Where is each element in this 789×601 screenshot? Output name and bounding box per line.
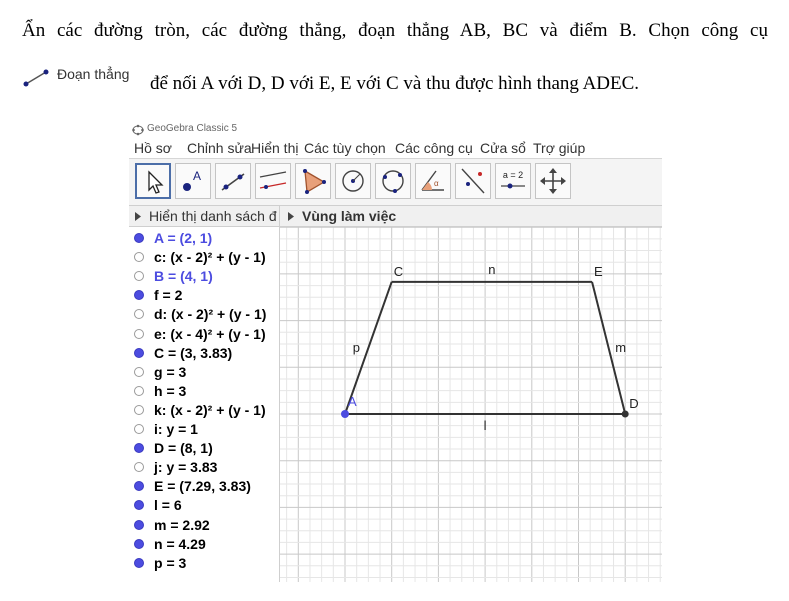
algebra-object-text: g = 3: [154, 363, 187, 380]
algebra-row[interactable]: [129, 305, 279, 324]
algebra-row[interactable]: [129, 363, 279, 382]
segment-tool-icon: [22, 64, 52, 92]
circle-three-points-icon: [376, 164, 410, 198]
graphics-canvas[interactable]: [280, 227, 662, 582]
menu-bar: [129, 138, 662, 159]
move-view-tool-button[interactable]: [535, 163, 571, 199]
algebra-row[interactable]: [129, 401, 279, 420]
instruction-line-1: Ẩn các đường tròn, các đường thẳng, đoạn thẳng AB, BC và điểm B. Chọn công cụ: [22, 20, 768, 41]
visibility-toggle[interactable]: [134, 233, 144, 243]
algebra-row[interactable]: [129, 325, 279, 344]
angle-icon: [416, 164, 450, 198]
algebra-object-text: j: y = 3.83: [154, 459, 218, 476]
algebra-row[interactable]: [129, 229, 279, 248]
graphics-view[interactable]: [280, 227, 662, 582]
algebra-row[interactable]: [129, 496, 279, 515]
segment-tool-reference: [22, 64, 147, 92]
reflect-about-line-icon: [456, 164, 490, 198]
algebra-object-text: m = 2.92: [154, 516, 210, 533]
algebra-object-text: c: (x - 2)² + (y - 1): [154, 249, 266, 266]
point-A[interactable]: [341, 410, 349, 418]
menu-options[interactable]: Các tùy chọn: [304, 140, 386, 156]
algebra-object-text: k: (x - 2)² + (y - 1): [154, 401, 266, 418]
menu-help[interactable]: Trợ giúp: [533, 140, 586, 156]
point-label-D: D: [629, 396, 639, 411]
menu-file[interactable]: Hồ sơ: [134, 140, 172, 156]
move-tool-button[interactable]: [135, 163, 171, 199]
visibility-toggle[interactable]: [134, 348, 144, 358]
segment-label-l: l: [483, 418, 487, 433]
visibility-toggle[interactable]: [134, 405, 144, 415]
reflect-tool-button[interactable]: [455, 163, 491, 199]
visibility-toggle[interactable]: [134, 290, 144, 300]
menu-window[interactable]: Cửa sổ: [480, 140, 526, 156]
segment-tool-label: Đoạn thẳng: [57, 66, 130, 82]
algebra-object-text: f = 2: [154, 287, 183, 304]
segment-line-icon: [216, 164, 250, 198]
algebra-object-text: E = (7.29, 3.83): [154, 478, 251, 495]
segment-label-m: m: [615, 339, 627, 355]
algebra-object-text: h = 3: [154, 382, 187, 399]
algebra-row[interactable]: [129, 248, 279, 267]
algebra-row[interactable]: [129, 420, 279, 439]
circle-center-icon: [336, 164, 370, 198]
parallel-line-tool-button[interactable]: [255, 163, 291, 199]
algebra-row[interactable]: [129, 516, 279, 535]
visibility-toggle[interactable]: [134, 520, 144, 530]
slider-tool-button[interactable]: [495, 163, 531, 199]
algebra-row[interactable]: [129, 458, 279, 477]
visibility-toggle[interactable]: [134, 443, 144, 453]
visibility-toggle[interactable]: [134, 558, 144, 568]
view-headers: [129, 206, 662, 227]
algebra-object-text: n = 4.29: [154, 535, 206, 552]
segment-label-n: n: [488, 261, 496, 277]
window-titlebar: [129, 120, 662, 138]
visibility-toggle[interactable]: [134, 386, 144, 396]
slider-icon: [496, 164, 530, 198]
algebra-view-header[interactable]: Hiển thị danh sách đ: [149, 208, 277, 224]
visibility-toggle[interactable]: [134, 424, 144, 434]
point-label-C: C: [393, 263, 404, 279]
algebra-row[interactable]: [129, 554, 279, 573]
visibility-toggle[interactable]: [134, 500, 144, 510]
algebra-object-text: e: (x - 4)² + (y - 1): [154, 325, 266, 342]
algebra-object-text: l = 6: [154, 497, 182, 514]
point-D[interactable]: [622, 411, 629, 418]
visibility-toggle[interactable]: [134, 462, 144, 472]
algebra-row[interactable]: [129, 286, 279, 305]
algebra-row[interactable]: [129, 382, 279, 401]
visibility-toggle[interactable]: [134, 539, 144, 549]
algebra-object-text: i: y = 1: [154, 421, 198, 437]
angle-tool-button[interactable]: [415, 163, 451, 199]
algebra-object-text: B = (4, 1): [154, 268, 213, 285]
polygon-triangle-icon: [296, 164, 330, 198]
menu-tools[interactable]: Các công cụ: [395, 140, 473, 156]
parallel-lines-icon: [256, 164, 290, 198]
expand-triangle-icon[interactable]: [134, 212, 142, 221]
move-graphics-view-icon: [536, 164, 570, 198]
segment-label-p: p: [352, 339, 360, 355]
algebra-object-text: D = (8, 1): [154, 440, 213, 457]
algebra-view: [129, 227, 280, 582]
circle-center-point-tool-button[interactable]: [335, 163, 371, 199]
algebra-row[interactable]: [129, 439, 279, 458]
slider-value-label: a = 2: [502, 170, 524, 180]
visibility-toggle[interactable]: [134, 271, 144, 281]
algebra-object-text: A = (2, 1): [154, 230, 213, 246]
cursor-arrow-icon: [137, 165, 171, 199]
graphics-view-header[interactable]: Vùng làm việc: [302, 208, 397, 224]
toolbar: [129, 159, 662, 206]
svg-text:A: A: [193, 169, 202, 183]
menu-edit[interactable]: Chỉnh sửa: [187, 140, 252, 156]
expand-triangle-icon[interactable]: [287, 212, 295, 221]
algebra-row[interactable]: [129, 267, 279, 286]
point-label-E: E: [594, 263, 603, 279]
point-label-A: A: [348, 394, 357, 409]
point-tool-button[interactable]: [175, 163, 211, 199]
visibility-toggle[interactable]: [134, 367, 144, 377]
menu-view[interactable]: Hiển thị: [251, 140, 299, 156]
window-title: GeoGebra Classic 5: [147, 123, 238, 134]
instruction-line-2: để nối A với D, D với E, E với C và thu được hình thang ADEC.: [150, 73, 640, 94]
geogebra-logo-icon: [132, 124, 144, 136]
visibility-toggle[interactable]: [134, 481, 144, 491]
algebra-row[interactable]: [129, 477, 279, 496]
algebra-object-text: p = 3: [154, 554, 187, 571]
visibility-toggle[interactable]: [134, 252, 144, 262]
algebra-row[interactable]: [129, 535, 279, 554]
circle-three-points-tool-button[interactable]: [375, 163, 411, 199]
algebra-object-text: C = (3, 3.83): [154, 344, 233, 361]
geogebra-window: [129, 120, 662, 582]
svg-text:α: α: [434, 179, 439, 188]
algebra-object-text: d: (x - 2)² + (y - 1): [154, 306, 267, 323]
visibility-toggle[interactable]: [134, 309, 144, 319]
algebra-row[interactable]: [129, 344, 279, 363]
line-tool-button[interactable]: [215, 163, 251, 199]
polygon-tool-button[interactable]: [295, 163, 331, 199]
new-point-icon: [176, 164, 210, 198]
visibility-toggle[interactable]: [134, 329, 144, 339]
